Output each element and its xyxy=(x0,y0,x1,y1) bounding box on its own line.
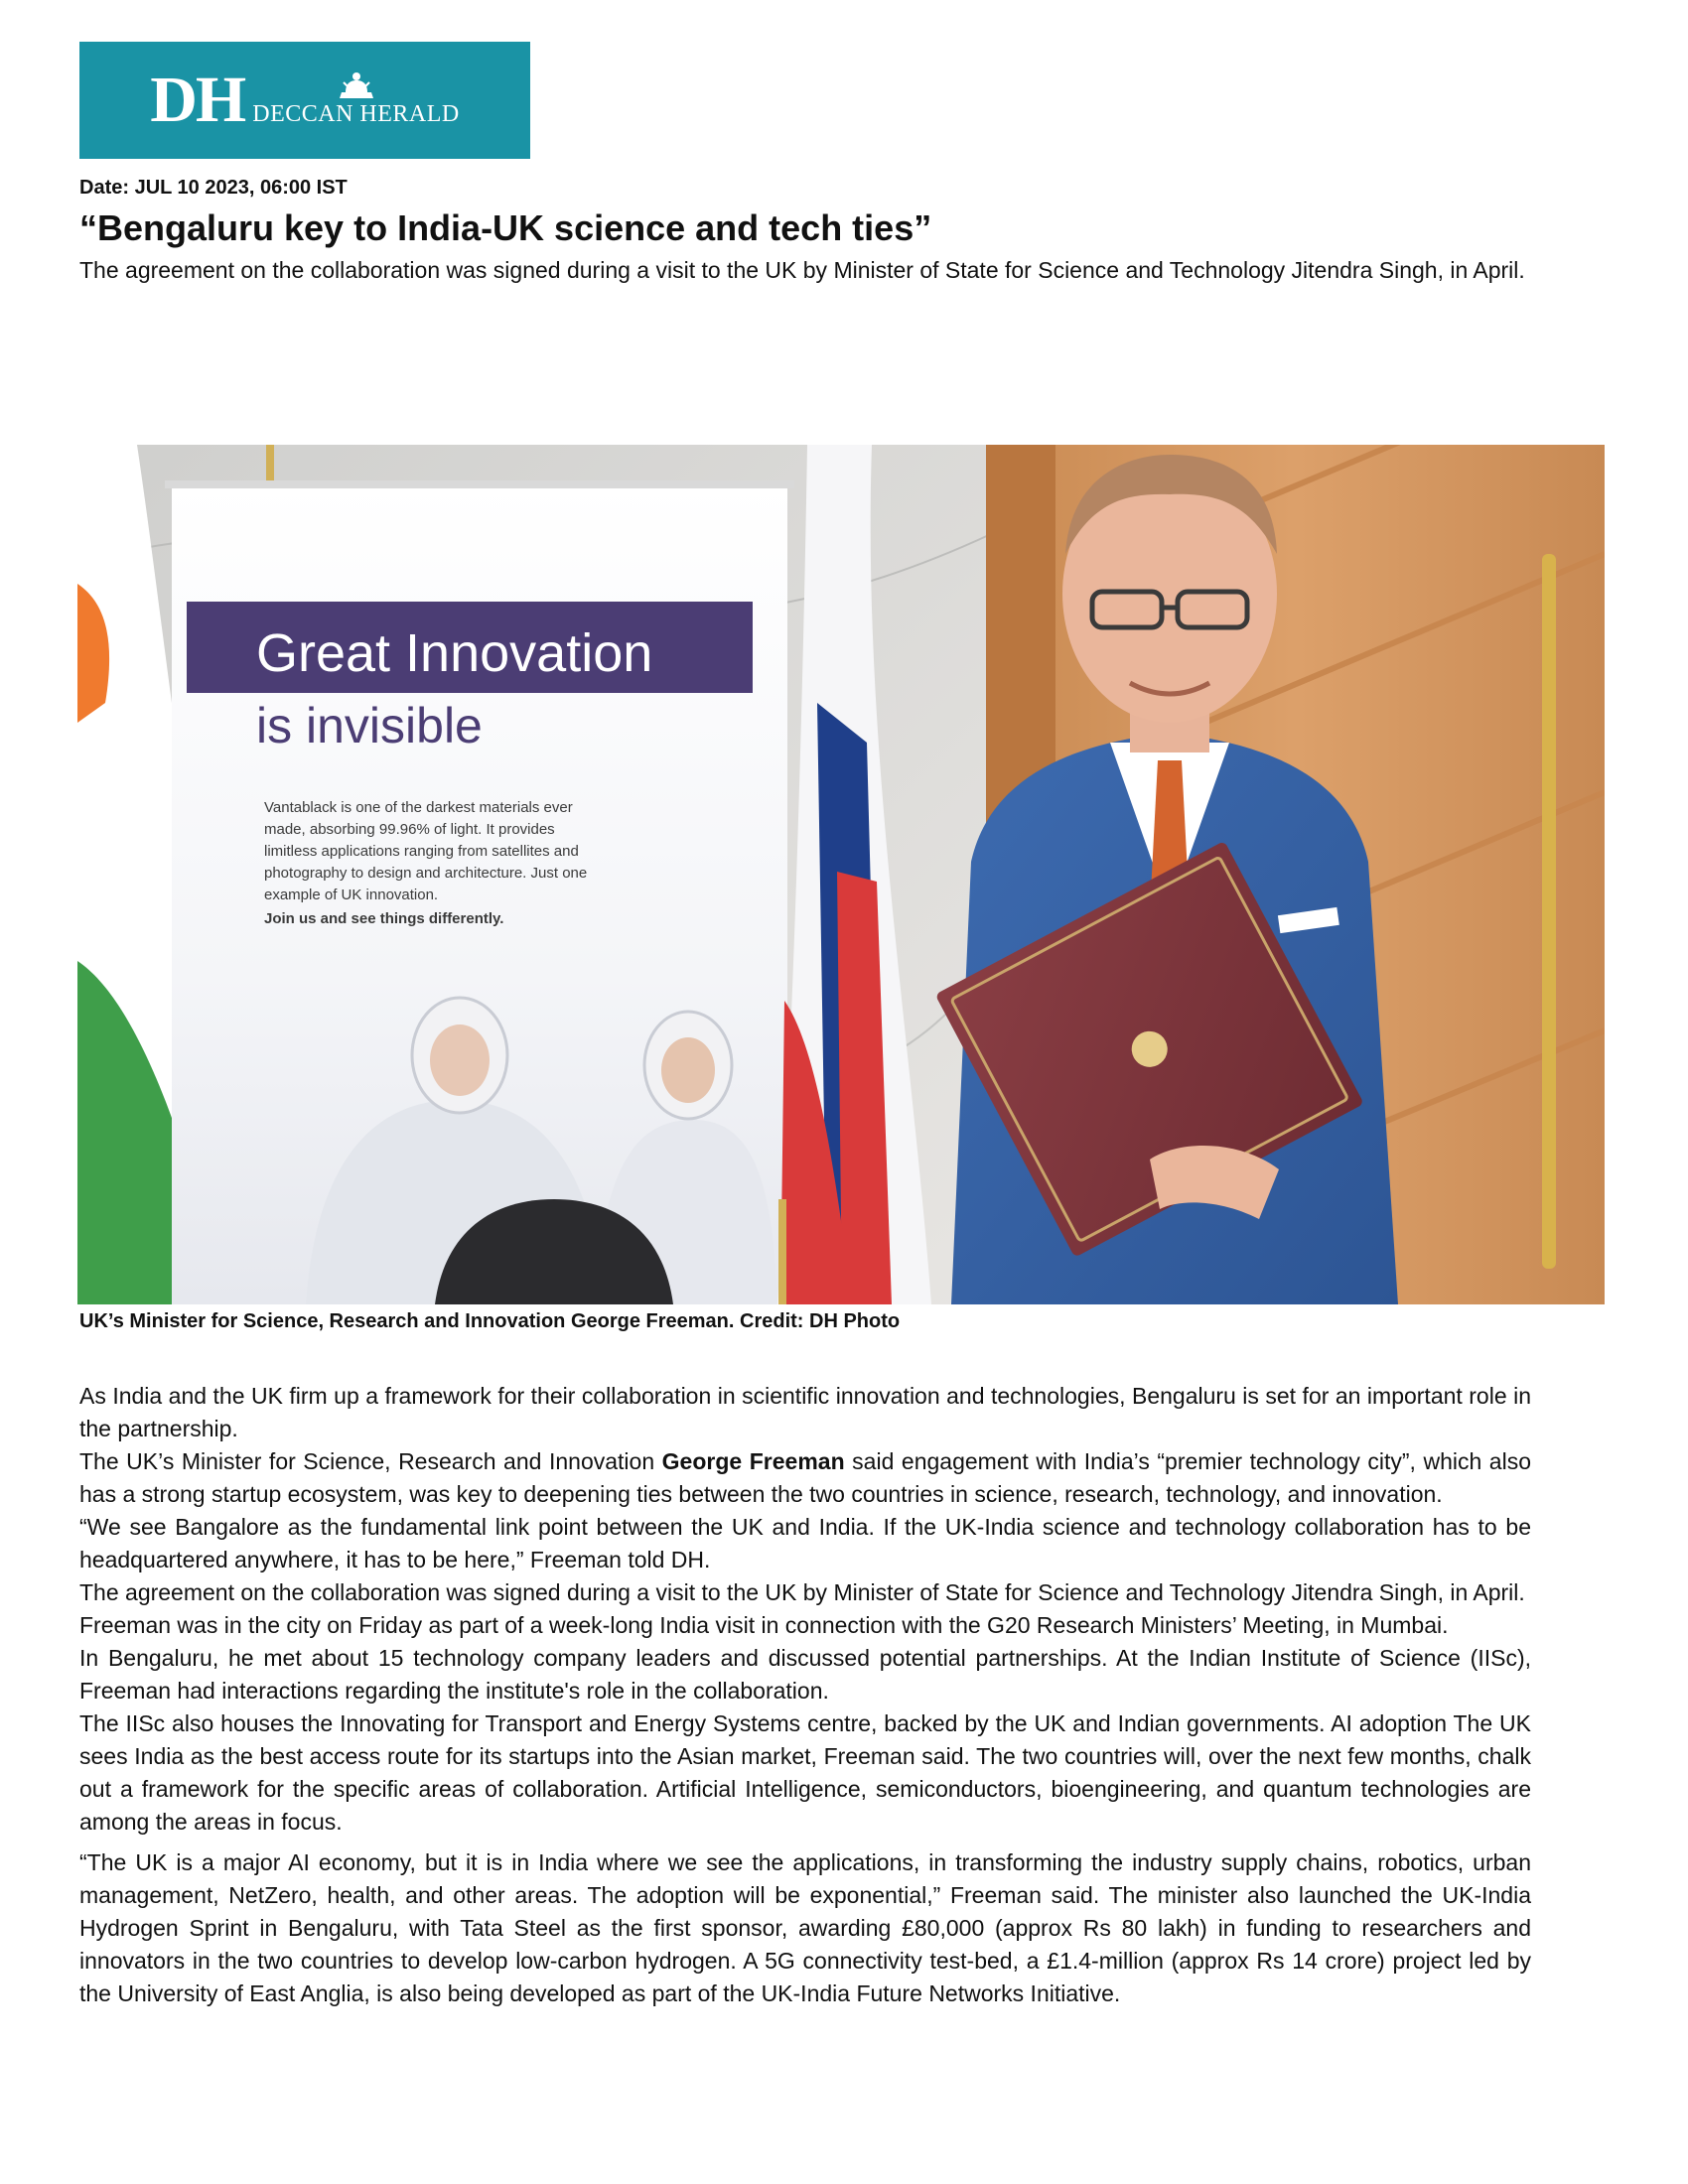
body-text: The UK’s Minister for Science, Research and Innovation xyxy=(79,1448,662,1474)
logo-mark: DH xyxy=(150,64,245,136)
article-summary: The agreement on the collaboration was signed during a visit to the UK by Minister of State for Science and Technology Jitendra Singh, in April. xyxy=(79,257,1525,283)
article-body xyxy=(79,1380,1531,2010)
deccan-herald-logo[interactable] xyxy=(79,42,530,159)
banner-text-line: photography to design and architecture. Just one xyxy=(264,865,588,882)
body-paragraph: The agreement on the collaboration was signed during a visit to the UK by Minister of State for Science and Technology Jitendra Singh, in April. xyxy=(79,1579,1525,1605)
body-paragraph: “The UK is a major AI economy, but it is in India where we see the applications, in transforming the industry supply chains, robotics, urban management, NetZero, health, and other areas. The adoption will be exponential,” Freeman said. The minister also launched the UK-India Hydrogen Sprint in Bengaluru, with Tata Steel as the first sponsor, awarding £80,000 (approx Rs 80 lakh) in funding to researchers and innovators in the two countries to develop low-carbon hydrogen. A 5G connectivity test-bed, a £1.4-million (approx Rs 14 crore) project led by the University of East Anglia, is also being developed as part of the UK-India Future Networks Initiative. xyxy=(79,1849,1531,2006)
body-paragraph: In Bengaluru, he met about 15 technology company leaders and discussed potential partnerships. At the Indian Institute of Science (IISc), Freeman had interactions regarding the institute's role in the collaboration. xyxy=(79,1645,1531,1704)
logo-lockup xyxy=(150,64,460,136)
photo-illustration xyxy=(77,445,1605,1304)
photo-caption: UK’s Minister for Science, Research and Innovation George Freeman. Credit: DH Photo xyxy=(79,1310,901,1332)
body-paragraph: “We see Bangalore as the fundamental link point between the UK and India. If the UK-India science and technology collaboration has to be headquartered anywhere, it has to be here,” Freeman told DH. xyxy=(79,1514,1531,1572)
banner-cta: Join us and see things differently. xyxy=(264,910,504,927)
body-text: said engagement with India’s “premier technology city”, which also has a strong startup ecosystem, was key to deepening ties between the two countries in science, research, technology, and innovation. xyxy=(79,1448,1531,1507)
article-photo xyxy=(77,445,1605,1304)
banner-title-1: Great Innovation xyxy=(256,623,653,683)
article-headline: “Bengaluru key to India-UK science and tech ties” xyxy=(79,207,932,248)
banner-text-line: example of UK innovation. xyxy=(264,887,439,903)
banner-text-line: made, absorbing 99.96% of light. It provides xyxy=(264,821,555,838)
crest-icon xyxy=(336,70,377,100)
article-date: Date: JUL 10 2023, 06:00 IST xyxy=(79,177,348,199)
body-paragraph: Freeman was in the city on Friday as part of a week-long India visit in connection with the G20 Research Ministers’ Meeting, in Mumbai. xyxy=(79,1612,1449,1638)
body-paragraph: As India and the UK firm up a framework for their collaboration in scientific innovation and technologies, Bengaluru is set for an important role in the partnership. xyxy=(79,1383,1531,1441)
person-name: George Freeman xyxy=(661,1448,845,1474)
body-paragraph xyxy=(79,1445,1531,1511)
banner-title-2: is invisible xyxy=(256,698,483,753)
body-paragraph: The IISc also houses the Innovating for Transport and Energy Systems centre, backed by the UK and Indian governments. AI adoption The UK sees India as the best access route for its startups into the Asian market, Freeman said. The two countries will, over the next few months, chalk out a framework for the specific areas of collaboration. Artificial Intelligence, semiconductors, bioengineering, and quantum technologies are among the areas in focus. xyxy=(79,1710,1531,1835)
banner-text-line: Vantablack is one of the darkest materials ever xyxy=(264,799,573,816)
logo-name-wrap xyxy=(252,70,460,126)
logo-name: DECCAN HERALD xyxy=(252,101,460,127)
banner-text-line: limitless applications ranging from satellites and xyxy=(264,843,579,860)
